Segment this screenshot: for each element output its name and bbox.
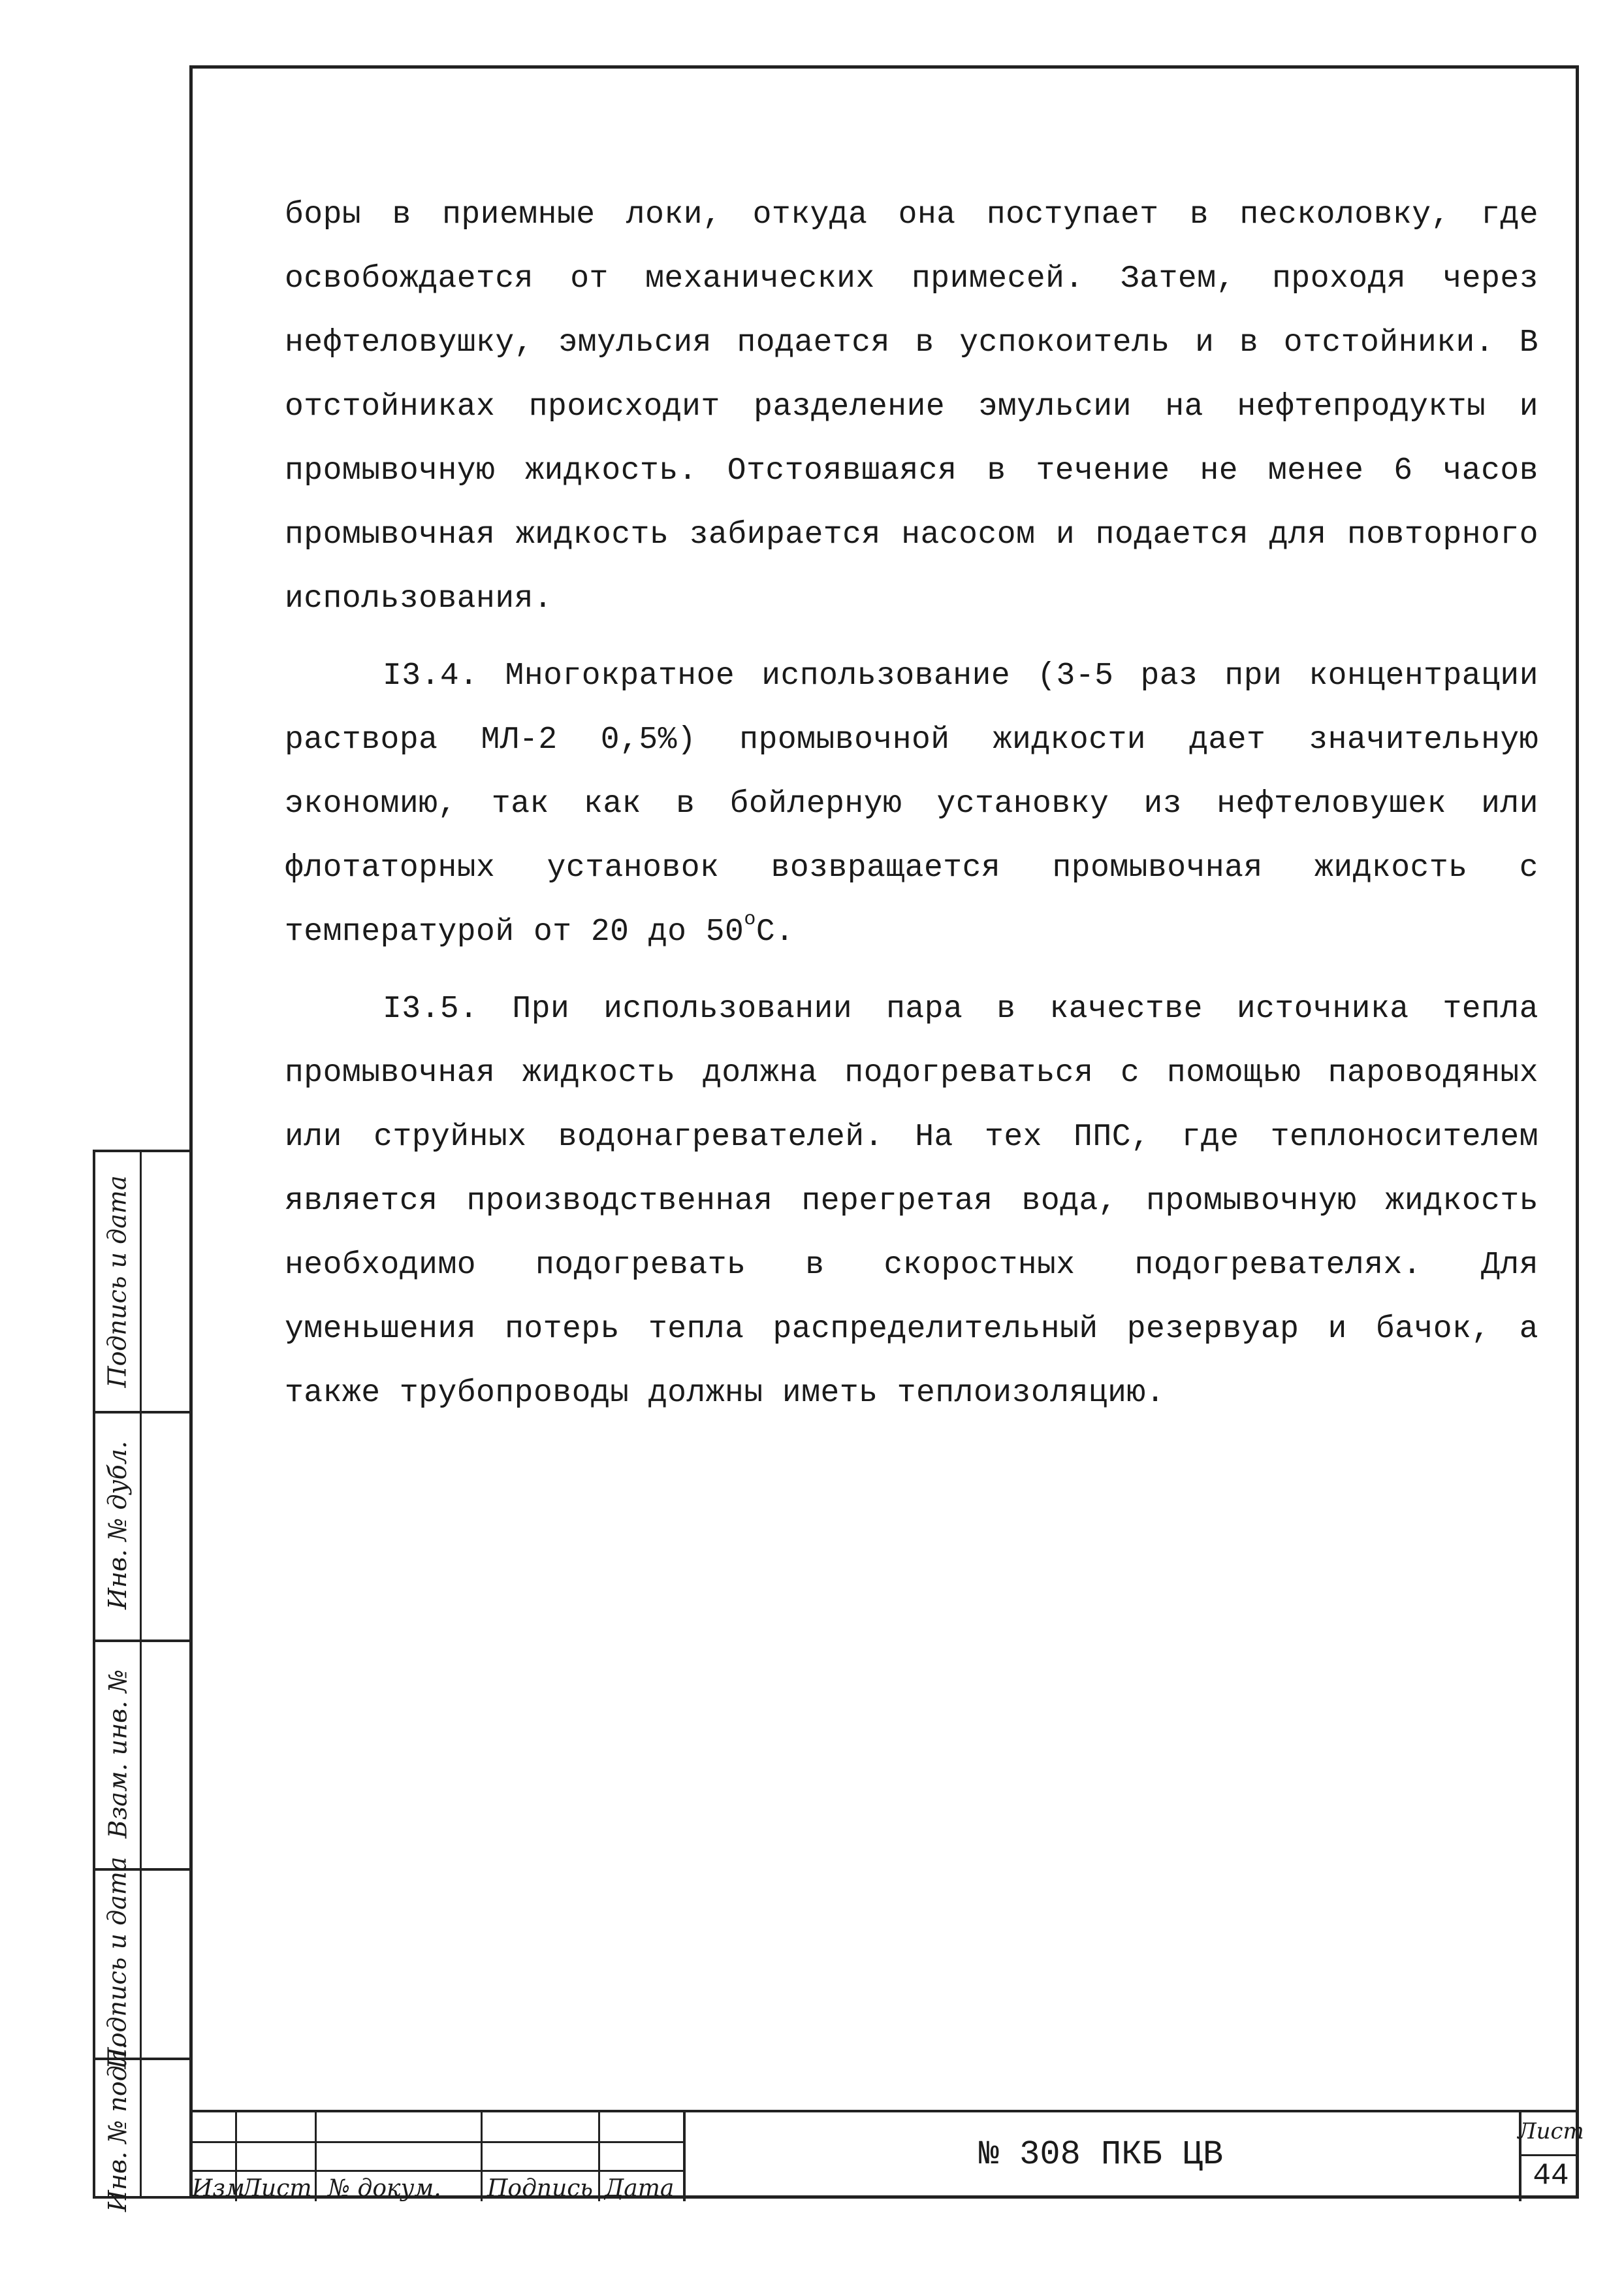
side-stamp-strip — [93, 1150, 189, 2212]
sheet-number: 44 — [1533, 2159, 1569, 2193]
document-number: № 308 ПКБ ЦВ — [978, 2135, 1224, 2174]
paragraph-13-4-text: I3.4. Многократное использование (3-5 раз при концентрации раствора МЛ-2 0,5%) промывочной жидкости дает значительную экономию, так как в бойлерную установку из нефтеловушек или флотаторных установок возвращается промывочная жидкость с температурой от 20 до 50 — [285, 658, 1538, 950]
paragraph-continuation: боры в приемные локи, откуда она поступает в песколовку, где освобождается от механических примесей. Затем, проходя через нефтеловушку, эмульсия подается в успокоитель и в отстойники. В отстойниках происходит разделение эмульсии на нефтепродукты и промывочную жидкость. Отстоявшаяся в течение не менее 6 часов промывочная жидкость забирается насосом и подается для повторного использования. — [285, 197, 1538, 617]
degree-sign: о — [744, 909, 756, 931]
title-block-grid-line — [481, 2112, 483, 2201]
title-block-grid-line — [189, 2141, 683, 2143]
paragraph-13-5: I3.5. При использовании пара в качестве источника тепла промывочная жидкость должна подогреваться с помощью пароводяных или струйных водонагревателей. На тех ППС, где теплоносителем является производственная перегретая вода, промывочную жидкость необходимо подогревать в скоростных подогревателях. Для уменьшения потерь тепла распределительный резервуар и бачок, а также трубопроводы должны иметь теплоизоляцию. — [285, 992, 1538, 1411]
title-block-grid-line — [189, 2170, 683, 2172]
degree-unit: С. — [756, 914, 795, 950]
caption-nom-dokum: № докум. — [328, 2175, 441, 2202]
label-inv-dubl: Инв. № дубл. — [103, 1440, 133, 1610]
label-vzam-inv: Взам. инв. № — [103, 1669, 132, 1839]
label-podpis-i-data-bottom: Подпись и дата — [103, 1856, 133, 2069]
label-podpis-i-data-top: Подпись и дата — [103, 1175, 133, 1388]
document-body — [285, 183, 1538, 1425]
caption-podpis: Подпись — [487, 2175, 594, 2202]
label-inv-podl: Инв. № подл. — [103, 2041, 133, 2212]
caption-data: Дата — [605, 2175, 675, 2202]
caption-list: Лист — [242, 2175, 312, 2202]
side-strip-column-divider — [140, 1152, 142, 2196]
title-block-grid-line — [598, 2112, 600, 2201]
caption-izm: Изм — [192, 2175, 245, 2202]
paragraph-13-4 — [285, 644, 1538, 964]
title-block-grid-line — [315, 2112, 317, 2201]
sheet-label: Лист — [1518, 2118, 1584, 2144]
